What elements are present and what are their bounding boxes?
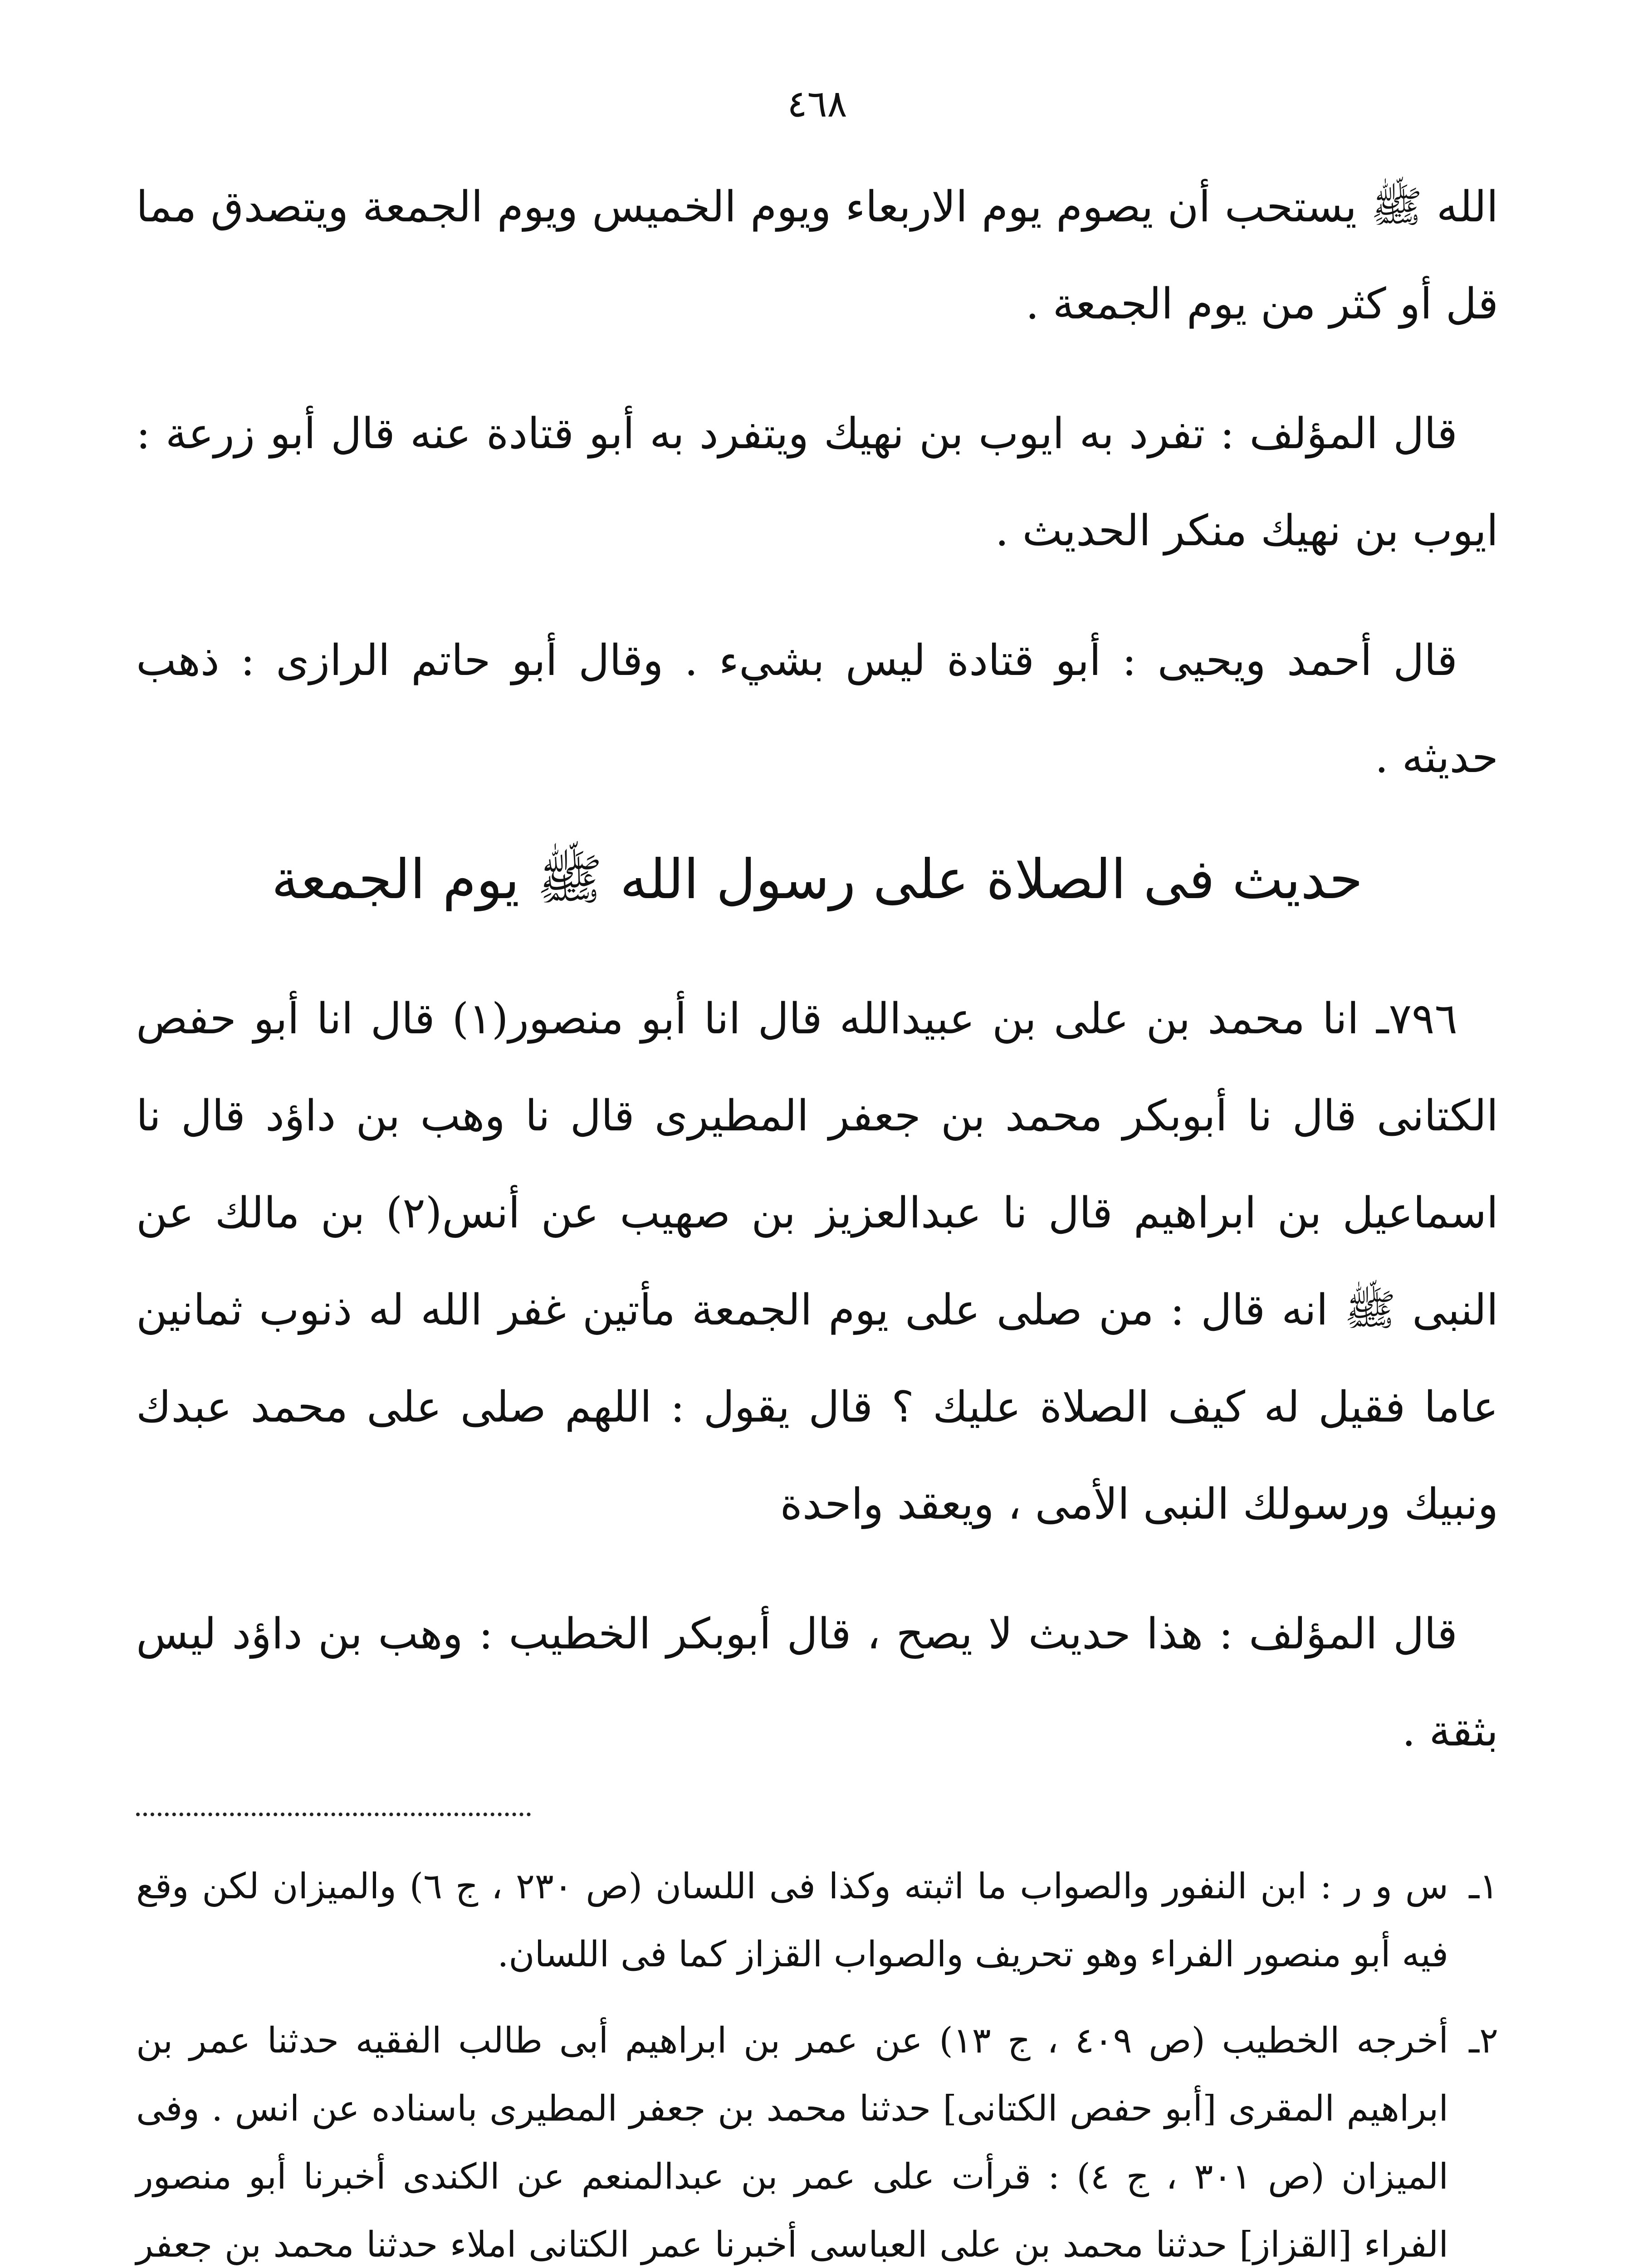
paragraph-author-verdict: قال المؤلف : هذا حديث لا يصح ، قال أبوبكر الخطيب : وهب بن داؤد ليس بثقة .	[136, 1609, 1498, 1756]
page-number: ٤٦٨	[787, 83, 847, 126]
footnote-item	[136, 2007, 1498, 2268]
footnote-number: ٢ـ	[1469, 2020, 1498, 2061]
footnote-item	[136, 1853, 1498, 1989]
paragraph-continuation: الله ﷺ يستحب أن يصوم يوم الاربعاء ويوم الخميس ويوم الجمعة ويتصدق مما قل أو كثر من يوم الجمعة .	[136, 182, 1498, 329]
footnotes-list	[136, 1853, 1498, 2268]
paragraph-hadith-796: ٧٩٦ـ انا محمد بن على بن عبيدالله قال انا أبو منصور(١) قال انا أبو حفص الكتانى قال نا أبوبكر محمد بن جعفر المطيرى قال نا وهب بن داؤد قال نا اسماعيل بن ابراهيم قال نا عبدالعزيز بن صهيب عن أنس(٢) بن مالك عن النبى ﷺ انه قال : من صلى على يوم الجمعة مأتين غفر الله له ذنوب ثمانين عاما فقيل له كيف الصلاة عليك ؟ قال يقول : اللهم صلى على محمد عبدك ونبيك ورسولك النبى الأمى ، ويعقد واحدة	[136, 994, 1498, 1529]
section-heading: حديث فى الصلاة على رسول الله ﷺ يوم الجمعة	[271, 848, 1363, 911]
footnote-text: أخرجه الخطيب (ص ٤٠٩ ، ج ١٣) عن عمر بن ابراهيم أبى طالب الفقيه حدثنا عمر بن ابراهيم المقرى [أبو حفص الكتانى] حدثنا محمد بن جعفر المطيرى باسناده عن انس . وفى الميزان (ص ٣٠١ ، ج ٤) : قرأت على عمر بن عبدالمنعم عن الكندى أخبرنا أبو منصور الفراء [القزاز] حدثنا محمد بن على العباسى أخبرنا عمر الكتانى املاء حدثنا محمد بن جعفر	[136, 2020, 1449, 2265]
footnote-divider	[136, 1813, 531, 1825]
footnote-number: ١ـ	[1469, 1866, 1498, 1907]
footnote-text: س و ر : ابن النفور والصواب ما اثبته وكذا فى اللسان (ص ٢٣٠ ، ج ٦) والميزان لكن وقع فيه أبو منصور الفراء وهو تحريف والصواب القزاز كما فى اللسان.	[136, 1866, 1448, 1975]
paragraph-author-note-2: قال أحمد ويحيى : أبو قتادة ليس بشيء . وقال أبو حاتم الرازى : ذهب حديثه .	[136, 636, 1498, 782]
paragraph-author-note-1: قال المؤلف : تفرد به ايوب بن نهيك ويتفرد به أبو قتادة عنه قال أبو زرعة : ايوب بن نهيك منكر الحديث .	[136, 409, 1498, 556]
